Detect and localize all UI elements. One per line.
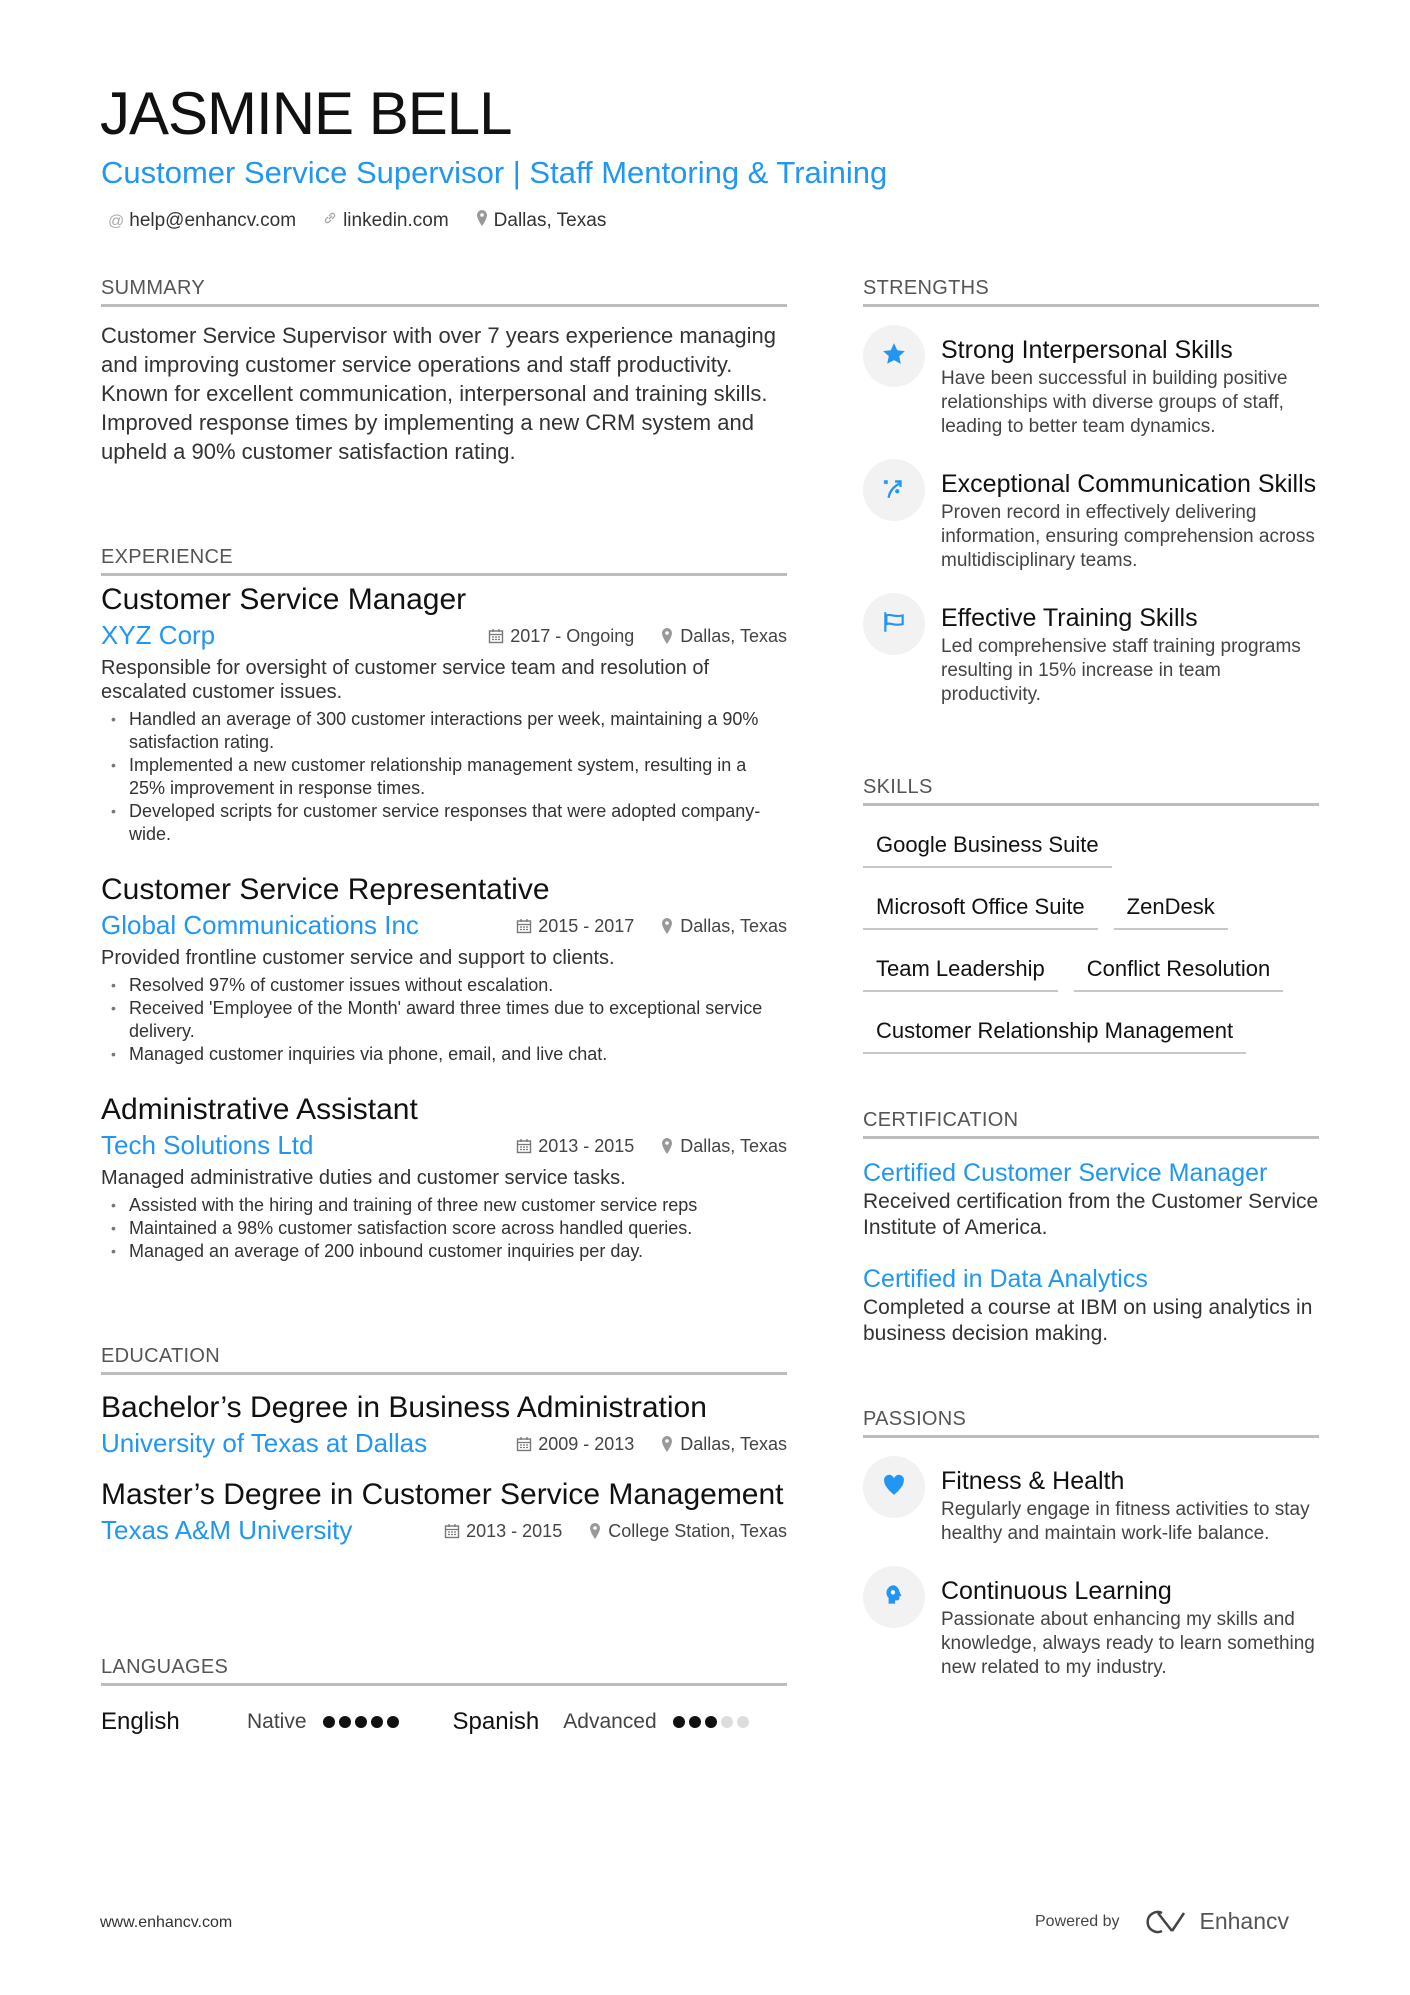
degree-title: Bachelor’s Degree in Business Administration [101, 1391, 707, 1424]
enhancv-logo [1144, 1908, 1290, 1935]
passions-item [863, 1576, 1319, 1680]
date-location [516, 1434, 787, 1455]
location [660, 1136, 787, 1157]
contact-text[interactable]: Dallas, Texas [493, 210, 607, 231]
company-name: Tech Solutions Ltd [101, 1130, 314, 1160]
job-meta-row [101, 908, 787, 942]
strengths-item [863, 469, 1319, 573]
achievement-item: • Maintained a 98% customer satisfaction score across handled queries. [101, 1217, 787, 1240]
strengths-item [863, 335, 1319, 439]
skill-row [863, 950, 1319, 992]
contact-text[interactable]: help@enhancv.com [129, 210, 297, 231]
passions-section [863, 1408, 1319, 1710]
education-meta-row [101, 1513, 787, 1547]
job-title: Administrative Assistant [101, 1093, 418, 1126]
strengths-section [863, 277, 1319, 737]
location-pin-icon [475, 209, 489, 233]
brain-icon [881, 1582, 907, 1613]
location-text: College Station, Texas [608, 1520, 787, 1541]
skill-tag: ZenDesk [1114, 888, 1228, 930]
item-title: Fitness & Health [941, 1467, 1125, 1495]
candidate-headline: Customer Service Supervisor | Staff Mentoring & Training [101, 155, 888, 190]
location [660, 626, 787, 647]
language-name: Spanish [452, 1708, 540, 1735]
achievement-item: • Managed customer inquiries via phone, email, and live chat. [101, 1043, 787, 1066]
certification-description: Received certification from the Customer Service Institute of America. [863, 1190, 1319, 1239]
date-text: 2015 - 2017 [538, 915, 635, 936]
location-pin-icon [660, 627, 674, 645]
item-text [941, 335, 1319, 439]
date-range [444, 1521, 562, 1542]
location [588, 1521, 787, 1542]
section-heading: SUMMARY [101, 277, 787, 307]
location-pin-icon [660, 1435, 674, 1453]
date-text: 2013 - 2015 [466, 1520, 563, 1541]
company-name: XYZ Corp [101, 620, 216, 650]
section-heading: SKILLS [863, 776, 1319, 806]
date-location [444, 1521, 787, 1542]
achievement-item: • Managed an average of 200 inbound customer inquiries per day. [101, 1240, 787, 1263]
location-text: Dallas, Texas [680, 1433, 787, 1454]
icon-circle [863, 1456, 925, 1518]
skill-tag: Microsoft Office Suite [863, 888, 1098, 930]
language-name: English [101, 1708, 180, 1735]
empty-dot [737, 1716, 749, 1728]
link-icon [322, 210, 338, 232]
date-location [516, 916, 787, 937]
item-text [941, 1576, 1319, 1680]
job-description: Responsible for oversight of customer service team and resolution of escalated customer issues. [101, 657, 710, 703]
item-text [941, 469, 1319, 573]
calendar-icon [488, 628, 504, 644]
contact-item[interactable] [108, 209, 296, 233]
language-item [101, 1708, 399, 1736]
languages-section [101, 1656, 787, 1736]
item-description: Proven record in effectively delivering information, ensuring comprehension across multidisciplinary teams. [941, 502, 1315, 571]
job-entry [101, 582, 787, 846]
job-title: Customer Service Representative [101, 873, 550, 906]
item-description: Passionate about enhancing my skills and knowledge, always ready to learn something new related to my industry. [941, 1609, 1315, 1678]
location-pin-icon [660, 917, 674, 935]
skill-tag: Conflict Resolution [1074, 950, 1283, 992]
skill-tag: Team Leadership [863, 950, 1058, 992]
calendar-icon [444, 1523, 460, 1539]
calendar-icon [516, 1436, 532, 1452]
skill-tag: Customer Relationship Management [863, 1012, 1246, 1054]
filled-dot [339, 1716, 351, 1728]
icon-circle [863, 459, 925, 521]
experience-section [101, 546, 787, 1263]
achievement-item: • Handled an average of 300 customer interactions per week, maintaining a 90% satisfaction rating. [101, 708, 787, 754]
certification-title: Certified Customer Service Manager [863, 1159, 1268, 1187]
section-heading: EXPERIENCE [101, 546, 787, 576]
location-pin-icon [660, 1137, 674, 1155]
filled-dot [689, 1716, 701, 1728]
job-meta-row [101, 1128, 787, 1162]
language-level: Advanced [563, 1710, 657, 1733]
filled-dot [387, 1716, 399, 1728]
summary-text: Customer Service Supervisor with over 7 years experience managing and improving customer service operations and staff productivity. Known for excellent communication, interpersonal and training skills. Improved response times by implementing a new CRM system and upheld a 90% customer satisfaction rating. [101, 323, 776, 464]
skill-row [863, 1012, 1319, 1054]
achievement-item: • Implemented a new customer relationship management system, resulting in a 25% improvement in response times. [101, 754, 787, 800]
education-section [101, 1345, 787, 1547]
certification-description: Completed a course at IBM on using analytics in business decision making. [863, 1296, 1313, 1345]
contact-info [108, 209, 606, 233]
powered-by [1035, 1908, 1289, 1935]
degree-title: Master’s Degree in Customer Service Management [101, 1478, 784, 1511]
achievement-list [101, 1194, 787, 1263]
language-item [453, 1708, 749, 1736]
item-description: Led comprehensive staff training programs resulting in 15% increase in team productivity. [941, 636, 1301, 705]
language-level: Native [247, 1710, 307, 1733]
achievement-list [101, 708, 787, 846]
skill-row [863, 888, 1319, 930]
achievement-item: • Developed scripts for customer service responses that were adopted company-wide. [101, 800, 787, 846]
filled-dot [705, 1716, 717, 1728]
date-location [516, 1136, 787, 1157]
job-meta-row [101, 618, 787, 652]
empty-dot [721, 1716, 733, 1728]
icon-circle [863, 1566, 925, 1628]
passions-item [863, 1466, 1319, 1546]
date-range [488, 626, 634, 647]
section-heading: STRENGTHS [863, 277, 1319, 307]
candidate-name: JASMINE BELL [100, 80, 512, 147]
contact-text[interactable]: linkedin.com [343, 210, 449, 231]
achievement-list [101, 974, 787, 1066]
achievement-item: • Resolved 97% of customer issues without escalation. [101, 974, 787, 997]
strategy-arrow-icon [881, 475, 907, 506]
icon-circle [863, 593, 925, 655]
school-name: University of Texas at Dallas [101, 1428, 428, 1458]
at-icon: @ [108, 213, 125, 230]
date-range [516, 1136, 634, 1157]
star-icon [881, 341, 907, 372]
proficiency-dots [673, 1716, 749, 1728]
section-heading: LANGUAGES [101, 1656, 787, 1686]
date-range [516, 1434, 634, 1455]
item-title: Strong Interpersonal Skills [941, 336, 1233, 364]
location [660, 916, 787, 937]
powered-by-label: Powered by [1035, 1912, 1120, 1930]
date-location [488, 626, 787, 647]
item-text [941, 1466, 1319, 1546]
skills-section [863, 776, 1319, 1074]
education-entry [101, 1476, 787, 1547]
calendar-icon [516, 918, 532, 934]
date-range [516, 916, 634, 937]
contact-item[interactable] [322, 209, 449, 233]
job-description: Managed administrative duties and customer service tasks. [101, 1167, 626, 1189]
date-text: 2017 - Ongoing [510, 625, 635, 646]
section-heading: CERTIFICATION [863, 1109, 1319, 1139]
contact-item[interactable] [475, 209, 607, 233]
filled-dot [673, 1716, 685, 1728]
brand-name: Enhancv [1199, 1908, 1290, 1934]
education-meta-row [101, 1426, 787, 1460]
achievement-item: • Received 'Employee of the Month' award three times due to exceptional service delivery. [101, 997, 787, 1043]
skill-row [863, 826, 1319, 868]
location [660, 1434, 787, 1455]
item-title: Exceptional Communication Skills [941, 470, 1317, 498]
filled-dot [323, 1716, 335, 1728]
job-entry [101, 1092, 787, 1263]
website-link[interactable]: www.enhancv.com [100, 1914, 233, 1931]
strengths-item [863, 603, 1319, 707]
location-text: Dallas, Texas [680, 915, 787, 936]
icon-circle [863, 325, 925, 387]
job-entry [101, 872, 787, 1066]
flag-icon [881, 609, 907, 640]
item-description: Regularly engage in fitness activities to stay healthy and maintain work-life balance. [941, 1499, 1310, 1544]
date-text: 2013 - 2015 [538, 1135, 635, 1156]
school-name: Texas A&M University [101, 1515, 353, 1545]
education-entry [101, 1389, 787, 1460]
item-title: Continuous Learning [941, 1577, 1172, 1605]
section-heading: PASSIONS [863, 1408, 1319, 1438]
item-text [941, 603, 1319, 707]
skill-tag: Google Business Suite [863, 826, 1112, 868]
filled-dot [355, 1716, 367, 1728]
summary-section [101, 277, 787, 466]
proficiency-dots [323, 1716, 399, 1728]
company-name: Global Communications Inc [101, 910, 419, 940]
certification-title: Certified in Data Analytics [863, 1265, 1148, 1293]
job-title: Customer Service Manager [101, 583, 467, 616]
heart-icon [881, 1472, 907, 1503]
location-text: Dallas, Texas [680, 1135, 787, 1156]
achievement-item: • Assisted with the hiring and training of three new customer service reps [101, 1194, 787, 1217]
item-title: Effective Training Skills [941, 604, 1198, 632]
enhancv-logo-icon [1144, 1909, 1190, 1935]
certification-section [863, 1109, 1319, 1369]
location-text: Dallas, Texas [680, 625, 787, 646]
date-text: 2009 - 2013 [538, 1433, 635, 1454]
section-heading: EDUCATION [101, 1345, 787, 1375]
location-pin-icon [588, 1522, 602, 1540]
calendar-icon [516, 1138, 532, 1154]
job-description: Provided frontline customer service and support to clients. [101, 947, 615, 969]
item-description: Have been successful in building positive relationships with diverse groups of staff, leading to better team dynamics. [941, 368, 1288, 437]
filled-dot [371, 1716, 383, 1728]
